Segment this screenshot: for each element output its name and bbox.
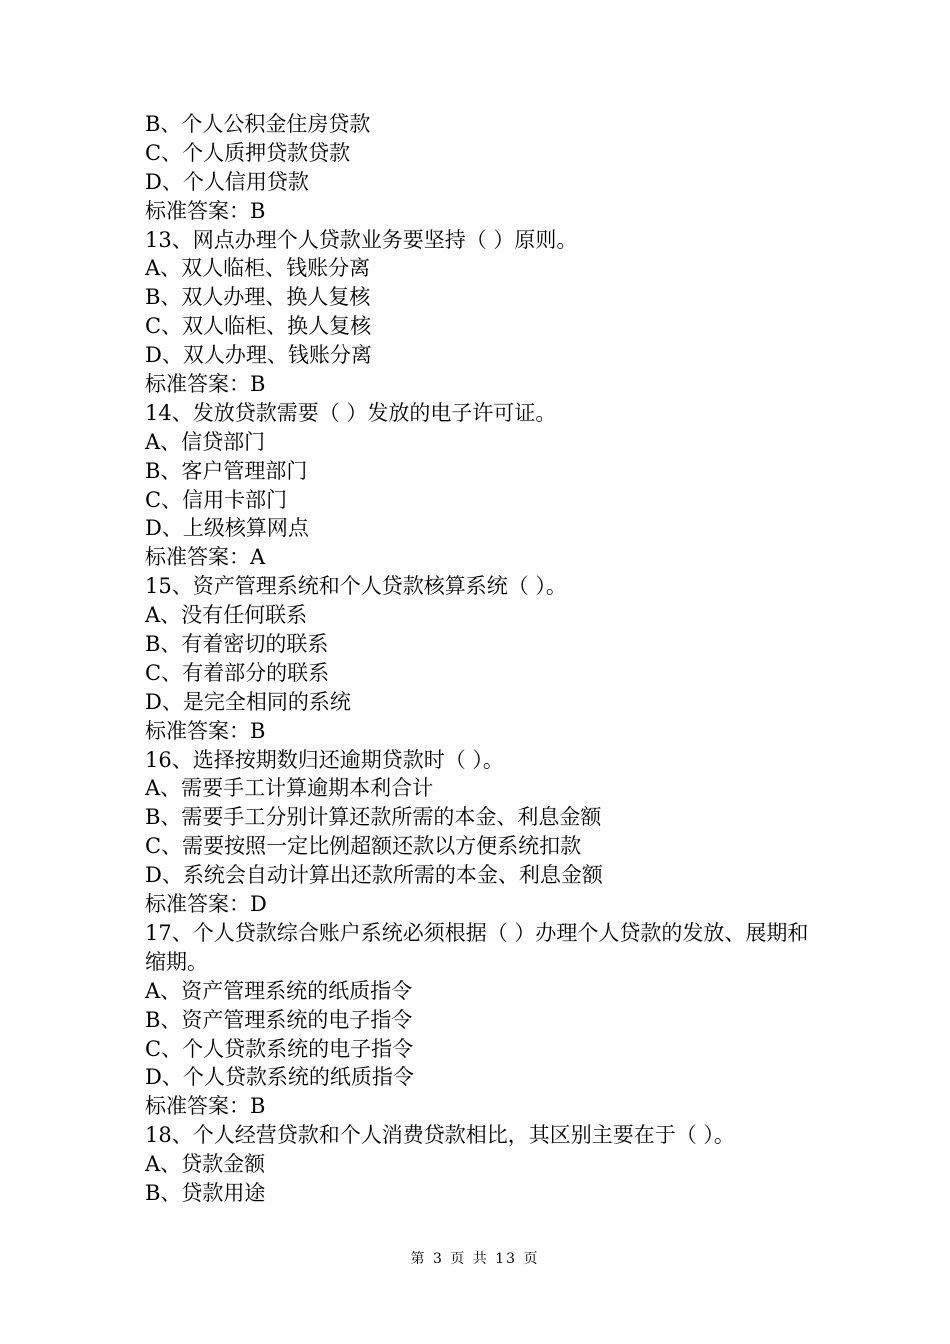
text-line: D、个人信用贷款	[145, 169, 309, 194]
text-line: D、上级核算网点	[145, 516, 309, 541]
page-footer: 第 3 页 共 13 页	[410, 1251, 540, 1267]
answer-line: 标准答案：B	[145, 198, 266, 223]
answer-line: 标准答案：B	[145, 718, 266, 743]
text-line: B、客户管理部门	[145, 458, 308, 483]
text-line: A、资产管理系统的纸质指令	[145, 978, 413, 1003]
text-line: C、个人质押贷款贷款	[145, 140, 351, 165]
document-body	[145, 110, 825, 1208]
text-line: B、双人办理、换人复核	[145, 285, 371, 310]
text-line: A、没有任何联系	[145, 603, 308, 628]
answer-line: 标准答案：D	[145, 892, 267, 917]
text-line: A、双人临柜、钱账分离	[145, 256, 371, 281]
text-line: B、资产管理系统的电子指令	[145, 1007, 413, 1032]
question-line: 17、个人贷款综合账户系统必须根据（ ）办理个人贷款的发放、展期和缩期。	[145, 920, 809, 974]
answer-line: 标准答案：B	[145, 372, 266, 397]
text-line: C、需要按照一定比例超额还款以方便系统扣款	[145, 834, 582, 859]
text-line: D、双人办理、钱账分离	[145, 343, 372, 368]
answer-line: 标准答案：A	[145, 545, 266, 570]
question-line: 18、个人经营贷款和个人消费贷款相比，其区别主要在于（ ）。	[145, 1123, 735, 1148]
text-line: C、个人贷款系统的电子指令	[145, 1036, 414, 1061]
text-line: C、信用卡部门	[145, 487, 288, 512]
text-line: A、信贷部门	[145, 429, 266, 454]
text-line: C、双人临柜、换人复核	[145, 314, 372, 339]
question-line: 15、资产管理系统和个人贷款核算系统（ ）。	[145, 574, 567, 599]
text-line: A、需要手工计算逾期本利合计	[145, 776, 434, 801]
question-line: 13、网点办理个人贷款业务要坚持（ ）原则。	[145, 227, 578, 252]
text-line: B、有着密切的联系	[145, 632, 329, 657]
question-line: 14、发放贷款需要（ ）发放的电子许可证。	[145, 400, 557, 425]
text-line: D、系统会自动计算出还款所需的本金、利息金额	[145, 863, 603, 888]
text-line: D、是完全相同的系统	[145, 689, 351, 714]
text-line: A、贷款金额	[145, 1152, 266, 1177]
text-line: B、贷款用途	[145, 1180, 266, 1205]
answer-line: 标准答案：B	[145, 1094, 266, 1119]
question-line: 16、选择按期数归还逾期贷款时（ ）。	[145, 747, 504, 772]
text-line: B、个人公积金住房贷款	[145, 112, 371, 136]
text-line: D、个人贷款系统的纸质指令	[145, 1065, 414, 1090]
text-line: C、有着部分的联系	[145, 660, 330, 685]
text-line: B、需要手工分别计算还款所需的本金、利息金额	[145, 805, 602, 830]
